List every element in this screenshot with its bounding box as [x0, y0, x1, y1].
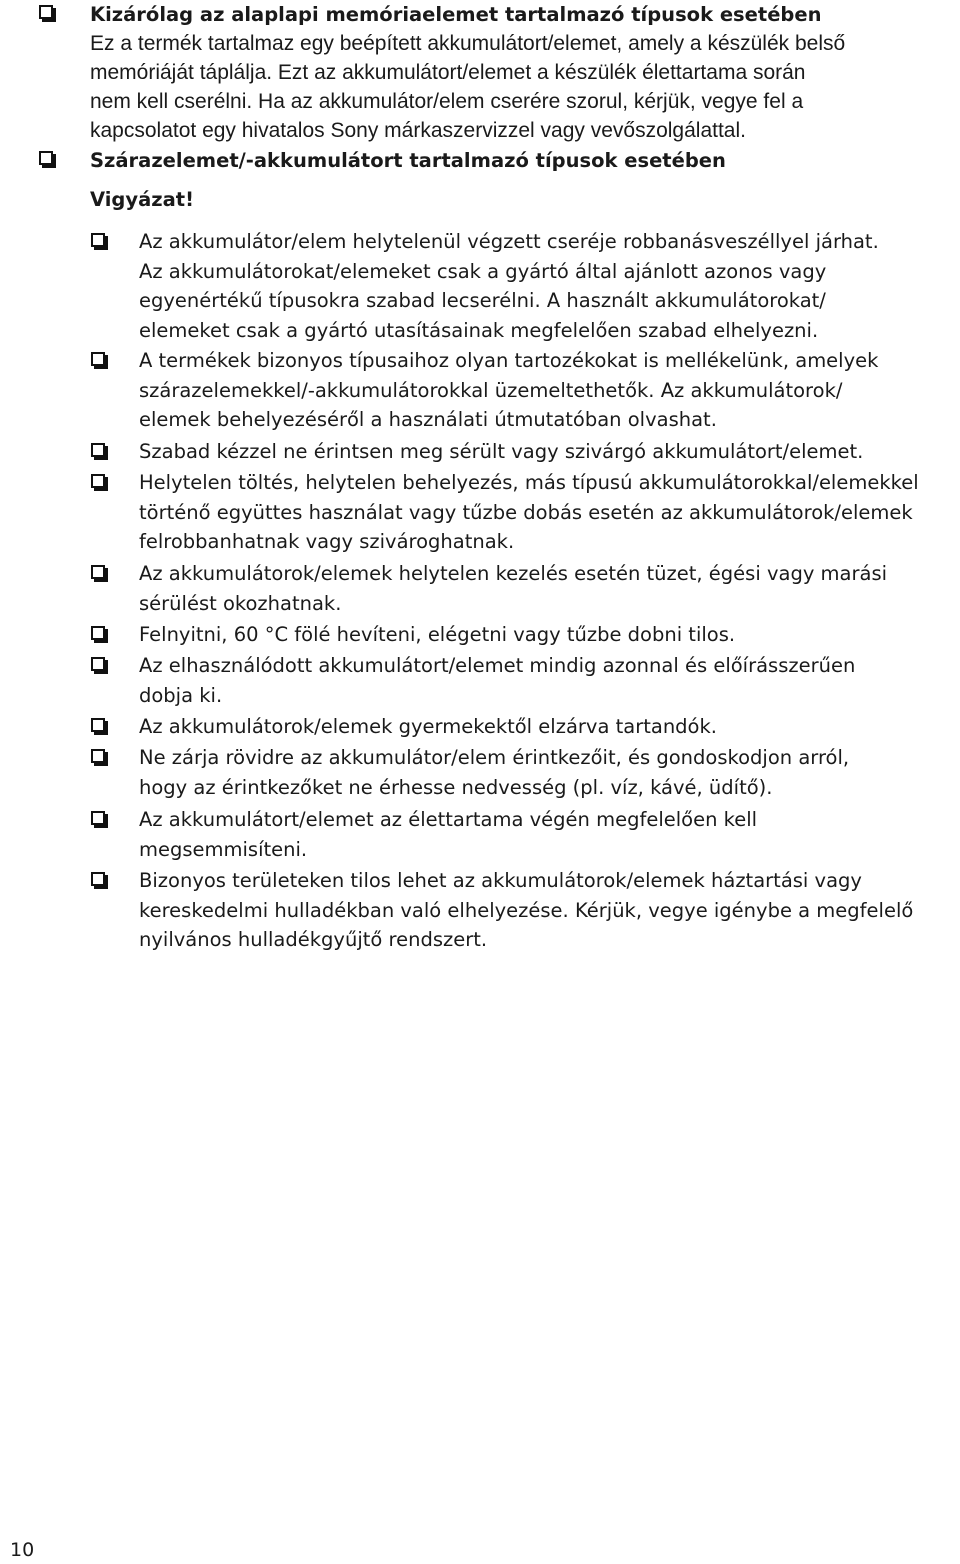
item-line: Az akkumulátorok/elemek gyermekektől elzárva tartandók. [139, 715, 717, 738]
section-onboard-battery [90, 0, 960, 145]
checkbox-icon [39, 5, 53, 19]
list-item [139, 712, 959, 742]
body-line: memóriáját táplálja. Ezt az akkumulátort/elemet a készülék élettartama során [90, 61, 806, 84]
body-line: Ez a termék tartalmaz egy beépített akkumulátort/elemet, amely a készülék belső [90, 32, 846, 55]
checkbox-icon [91, 749, 105, 763]
item-line: A termékek bizonyos típusaihoz olyan tartozékokat is mellékelünk, amelyek [139, 349, 879, 372]
list-item [139, 866, 959, 955]
list-item [139, 743, 959, 802]
item-line: megsemmisíteni. [139, 837, 308, 861]
body-line: kapcsolatot egy hivatalos Sony márkaszervizzel vagy vevőszolgálattal. [90, 119, 746, 142]
item-line: Felnyitni, 60 °C fölé hevíteni, elégetni vagy tűzbe dobni tilos. [139, 623, 736, 646]
item-line: Az akkumulátorokat/elemeket csak a gyártó által ajánlott azonos vagy [139, 259, 827, 283]
list-item [139, 468, 959, 557]
warning-label: Vigyázat! [90, 188, 194, 211]
checkbox-icon [91, 474, 105, 488]
list-item [139, 227, 959, 345]
item-line: Ne zárja rövidre az akkumulátor/elem érintkezőit, és gondoskodjon arról, [139, 746, 850, 769]
checkbox-icon [39, 151, 53, 165]
item-line: kereskedelmi hulladékban való elhelyezése. Kérjük, vegye igénybe a megfelelő [139, 898, 914, 922]
item-line: Bizonyos területeken tilos lehet az akkumulátorok/elemek háztartási vagy [139, 869, 862, 892]
item-line: nyilvános hulladékgyűjtő rendszert. [139, 928, 488, 952]
item-line: Az akkumulátor/elem helytelenül végzett cseréje robbanásveszéllyel járhat. [139, 230, 879, 253]
page-number: 10 [10, 1539, 35, 1561]
section-title: Kizárólag az alaplapi memóriaelemet tartalmazó típusok esetében [90, 3, 822, 26]
item-line: felrobbanhatnak vagy szivároghatnak. [139, 530, 515, 554]
checkbox-icon [91, 352, 105, 366]
checkbox-icon [91, 872, 105, 886]
checkbox-icon [91, 233, 105, 247]
item-line: elemeket csak a gyártó utasításainak megfelelően szabad elhelyezni. [139, 318, 819, 342]
item-line: elemek behelyezéséről a használati útmutatóban olvashat. [139, 408, 717, 432]
item-line: történő együttes használat vagy tűzbe dobás esetén az akkumulátorok/elemek [139, 500, 913, 524]
list-item [139, 651, 959, 710]
list-item [139, 346, 959, 435]
list-item [139, 805, 959, 864]
item-line: hogy az érintkezőket ne érhesse nedvesség (pl. víz, kávé, üdítő). [139, 775, 773, 799]
checkbox-icon [91, 811, 105, 825]
body-line: nem kell cserélni. Ha az akkumulátor/elem cserére szorul, kérjük, vegye fel a [90, 90, 804, 113]
item-line: dobja ki. [139, 683, 223, 707]
section-title: Szárazelemet/-akkumulátort tartalmazó típusok esetében [90, 149, 726, 172]
item-line: egyenértékű típusokra szabad lecserélni. A használt akkumulátorokat/ [139, 289, 826, 313]
list-item [139, 437, 959, 467]
item-line: Szabad kézzel ne érintsen meg sérült vagy szivárgó akkumulátort/elemet. [139, 440, 864, 463]
item-line: sérülést okozhatnak. [139, 591, 342, 615]
checkbox-icon [91, 718, 105, 732]
checkbox-icon [91, 626, 105, 640]
checkbox-icon [91, 443, 105, 457]
list-item [139, 559, 959, 618]
item-line: Az akkumulátort/elemet az élettartama végén megfelelően kell [139, 808, 758, 831]
item-line: Az akkumulátorok/elemek helytelen kezelés esetén tüzet, égési vagy marási [139, 562, 888, 585]
item-line: Helytelen töltés, helytelen behelyezés, más típusú akkumulátorokkal/elemekkel [139, 471, 919, 494]
section-dry-cell [90, 146, 960, 175]
checkbox-icon [91, 565, 105, 579]
section-body [90, 29, 960, 145]
item-line: szárazelemekkel/-akkumulátorokkal üzemeltethetők. Az akkumulátorok/ [139, 378, 843, 402]
checkbox-icon [91, 657, 105, 671]
item-line: Az elhasználódott akkumulátort/elemet mindig azonnal és előírásszerűen [139, 654, 856, 677]
list-item [139, 620, 959, 650]
